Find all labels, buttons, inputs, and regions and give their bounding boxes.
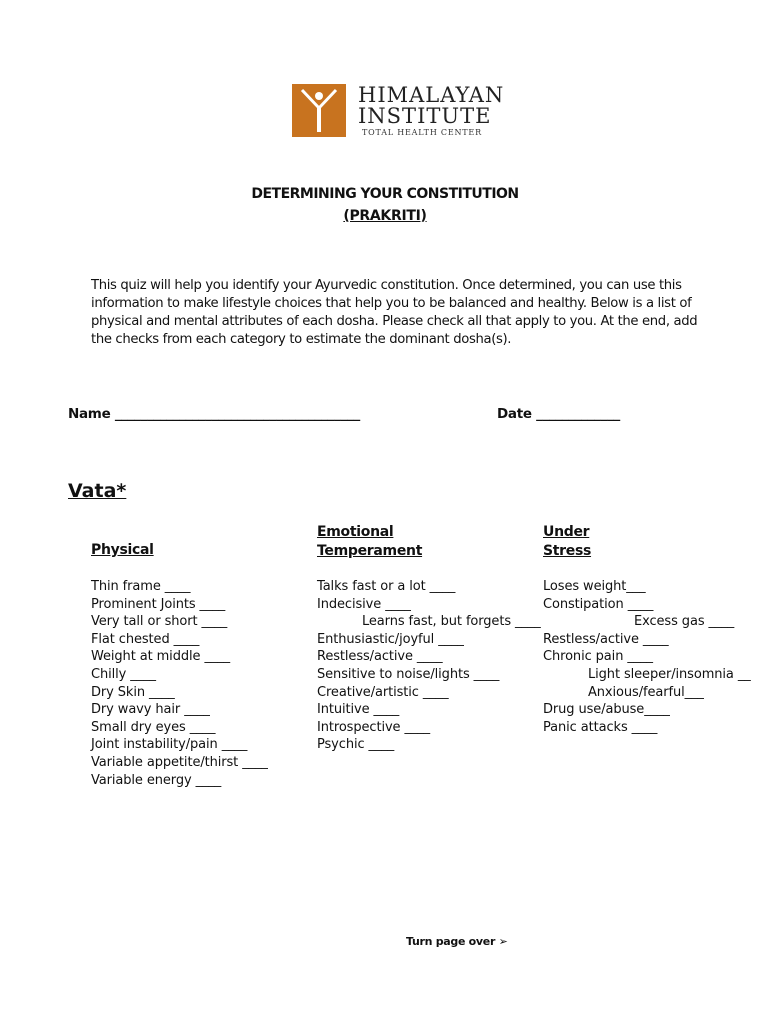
- intro-paragraph: This quiz will help you identify your Ayurvedic constitution. Once determined, you can use this information to make lifestyle choices that help you to be balanced and healthy. Below is a list of physical and mental attributes of each dosha. Please check all that apply to you. At the end, add the checks from each category to estimate the dominant dosha(s).: [91, 278, 698, 347]
- physical-item[interactable]: Prominent Joints ____: [91, 596, 226, 612]
- physical-item[interactable]: Variable energy ____: [91, 772, 222, 788]
- stress-header-line2: Stress: [543, 543, 592, 559]
- turn-page-over-note: Turn page over ➢: [406, 935, 508, 948]
- emotional-header: [317, 523, 422, 561]
- section-heading-vata: Vata*: [68, 480, 127, 502]
- stress-item[interactable]: Drug use/abuse____: [543, 702, 670, 718]
- document-subtitle: (PRAKRITI): [343, 208, 427, 224]
- stress-item[interactable]: Excess gas ____: [634, 614, 735, 630]
- physical-item[interactable]: Weight at middle ____: [91, 649, 231, 665]
- emotional-item[interactable]: Creative/artistic ____: [317, 684, 449, 700]
- physical-item[interactable]: Chilly ____: [91, 666, 156, 682]
- physical-item[interactable]: Flat chested ____: [91, 631, 200, 647]
- emotional-item[interactable]: Enthusiastic/joyful ____: [317, 631, 464, 647]
- emotional-item[interactable]: Talks fast or a lot ____: [317, 579, 456, 594]
- physical-list: [91, 578, 268, 789]
- physical-item[interactable]: Thin frame ____: [91, 579, 191, 594]
- physical-item[interactable]: Dry wavy hair ____: [91, 702, 210, 718]
- document-title: DETERMINING YOUR CONSTITUTION: [251, 186, 519, 202]
- stress-item[interactable]: Chronic pain ____: [543, 649, 653, 665]
- stress-item[interactable]: Restless/active ____: [543, 631, 669, 647]
- stress-item[interactable]: Constipation ____: [543, 596, 654, 612]
- stress-header: [543, 523, 591, 561]
- physical-item[interactable]: Dry Skin ____: [91, 684, 175, 700]
- logo-name-line1: HIMALAYAN: [358, 83, 505, 107]
- emotional-item[interactable]: Introspective ____: [317, 719, 431, 735]
- physical-item[interactable]: Very tall or short ____: [91, 614, 228, 630]
- logo-tagline: TOTAL HEALTH CENTER: [362, 128, 482, 137]
- stress-list: [543, 578, 751, 736]
- emotional-item[interactable]: Psychic ____: [317, 737, 395, 753]
- stress-item[interactable]: Panic attacks ____: [543, 719, 658, 735]
- emotional-item[interactable]: Restless/active ____: [317, 649, 443, 665]
- stress-item[interactable]: Anxious/fearful___: [588, 684, 704, 700]
- emotional-item[interactable]: Sensitive to noise/lights ____: [317, 666, 500, 682]
- stress-item[interactable]: Light sleeper/insomnia __: [588, 666, 751, 682]
- himalayan-institute-logo: [292, 83, 505, 140]
- emotional-item[interactable]: Intuitive ____: [317, 702, 400, 718]
- emotional-list: [317, 578, 541, 754]
- date-field[interactable]: Date _____________: [497, 406, 620, 422]
- stress-header-line1: Under: [543, 524, 590, 540]
- physical-item[interactable]: Small dry eyes ____: [91, 719, 216, 735]
- emotional-header-line2: Temperament: [317, 543, 423, 559]
- emotional-item[interactable]: Learns fast, but forgets ____: [362, 614, 541, 630]
- physical-item[interactable]: Joint instability/pain ____: [91, 737, 248, 753]
- stress-item[interactable]: Loses weight___: [543, 579, 646, 594]
- emotional-header-line1: Emotional: [317, 524, 394, 540]
- physical-item[interactable]: Variable appetite/thirst ____: [91, 754, 268, 770]
- physical-header: Physical: [91, 542, 154, 558]
- emotional-item[interactable]: Indecisive ____: [317, 596, 411, 612]
- figure-logo-icon: [292, 84, 346, 137]
- logo-name-line2: INSTITUTE: [358, 104, 492, 128]
- name-field[interactable]: Name ______________________________________: [68, 406, 360, 422]
